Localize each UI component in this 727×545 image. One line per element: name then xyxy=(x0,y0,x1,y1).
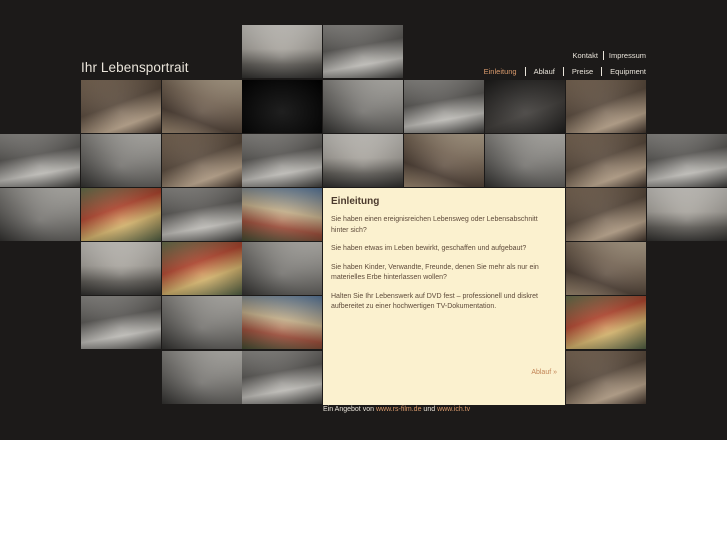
photo-black-tile xyxy=(242,80,322,133)
main-nav xyxy=(484,67,646,76)
photo-car-race xyxy=(242,134,322,187)
photo-football-match xyxy=(647,188,727,241)
next-ablauf-link[interactable]: Ablauf » xyxy=(531,369,557,376)
photo-team-colorful xyxy=(81,188,161,241)
photo-parade xyxy=(81,296,161,349)
nav-imprint-link[interactable]: Impressum xyxy=(608,51,646,60)
photo-family-children xyxy=(404,134,484,187)
photo-street-crowd xyxy=(81,134,161,187)
photo-bus xyxy=(647,134,727,187)
nav-item-equipment[interactable]: Equipment xyxy=(610,67,646,76)
footer-connector: und xyxy=(423,406,436,413)
photo-man-in-coat xyxy=(323,134,403,187)
intro-paragraph: Sie haben einen ereignisreichen Lebensweg oder Lebensabschnitt hinter sich? xyxy=(331,216,538,234)
intro-paragraph: Halten Sie Ihr Lebenswerk auf DVD fest – professionell und diskret aufbereitet zu einer hochwertigen TV-Dokumentation. xyxy=(331,292,538,310)
photo-two-men-suits xyxy=(162,351,242,404)
photo-mountains xyxy=(162,242,242,295)
photo-wedding-couple xyxy=(566,351,646,404)
photo-train-lake xyxy=(242,188,322,241)
intro-panel xyxy=(323,188,565,405)
photo-women-group xyxy=(485,134,565,187)
nav-separator xyxy=(603,51,604,60)
photo-country-road xyxy=(242,351,322,404)
photo-man-with-cap xyxy=(162,134,242,187)
photo-cars-house xyxy=(566,296,646,349)
photo-uniformed-man xyxy=(566,134,646,187)
nav-item-ablauf[interactable]: Ablauf xyxy=(533,67,555,76)
nav-separator xyxy=(525,67,526,76)
footer-link-ich-tv[interactable]: www.ich.tv xyxy=(437,406,471,413)
photo-workshop xyxy=(485,80,565,133)
photo-steamship xyxy=(0,188,80,241)
photo-workers-group xyxy=(404,80,484,133)
intro-paragraph: Sie haben etwas im Leben bewirkt, geschaffen und aufgebaut? xyxy=(331,245,527,252)
photo-soldiers xyxy=(162,296,242,349)
photo-girls-dresses xyxy=(242,296,322,349)
photo-group-by-car xyxy=(323,25,403,78)
photo-old-car-street xyxy=(566,80,646,133)
photo-house-window xyxy=(81,242,161,295)
utility-nav xyxy=(572,51,646,60)
site-title: Ihr Lebensportrait xyxy=(81,60,189,75)
photo-man-portrait xyxy=(162,80,242,133)
nav-separator xyxy=(601,67,602,76)
intro-paragraph: Sie haben Kinder, Verwandte, Freunde, denen Sie mehr als nur ein materielles Erbe hinterlassen wollen? xyxy=(331,263,539,281)
photo-rowing-boats xyxy=(0,134,80,187)
photo-woman-portrait xyxy=(81,80,161,133)
photo-motorcycle xyxy=(242,242,322,295)
nav-contact-link[interactable]: Kontakt xyxy=(572,51,598,60)
photo-vintage-car xyxy=(323,80,403,133)
nav-item-preise[interactable]: Preise xyxy=(571,67,594,76)
footer xyxy=(323,406,470,413)
photo-bicycles xyxy=(162,188,242,241)
footer-link-rs-film[interactable]: www.rs-film.de xyxy=(375,406,422,413)
photo-building xyxy=(566,188,646,241)
nav-item-einleitung[interactable]: Einleitung xyxy=(483,67,517,76)
nav-separator xyxy=(563,67,564,76)
photo-couple-standing xyxy=(566,242,646,295)
intro-title: Einleitung xyxy=(331,196,380,207)
footer-prefix: Ein Angebot von xyxy=(323,406,374,413)
photo-harbor-city xyxy=(242,25,322,78)
